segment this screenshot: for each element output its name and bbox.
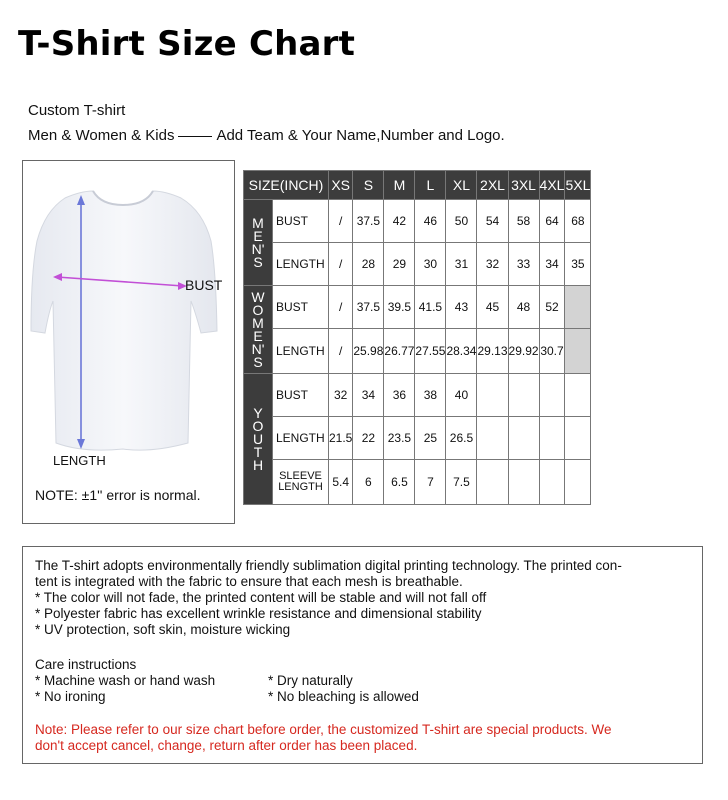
info-line: * UV protection, soft skin, moisture wicking — [35, 622, 291, 637]
header-xs: XS — [329, 171, 353, 200]
measure-label: SLEEVE LENGTH — [273, 460, 329, 505]
table-cell: 50 — [446, 200, 477, 243]
table-cell: 33 — [508, 243, 539, 286]
table-cell: 40 — [446, 374, 477, 417]
table-cell: 34 — [353, 374, 384, 417]
info-line: The T-shirt adopts environmentally friendly sublimation digital printing technology. The printed con- — [35, 558, 622, 573]
table-cell: 37.5 — [353, 200, 384, 243]
header-xl: XL — [446, 171, 477, 200]
tshirt-body — [31, 191, 217, 450]
table-cell: 22 — [353, 417, 384, 460]
group-mens: M E N' S — [244, 200, 273, 286]
header-5xl: 5XL — [565, 171, 591, 200]
table-cell: 37.5 — [353, 286, 384, 329]
table-cell: / — [329, 243, 353, 286]
table-cell: 52 — [539, 286, 565, 329]
table-cell: 25.98 — [353, 329, 384, 374]
table-cell: 35 — [565, 243, 591, 286]
table-cell: 28.34 — [446, 329, 477, 374]
header-l: L — [415, 171, 446, 200]
info-line: tent is integrated with the fabric to ensure that each mesh is breathable. — [35, 574, 463, 589]
table-cell: 48 — [508, 286, 539, 329]
header-m: M — [384, 171, 415, 200]
table-cell: 39.5 — [384, 286, 415, 329]
measure-label: BUST — [273, 374, 329, 417]
table-cell: 21.5 — [329, 417, 353, 460]
table-row — [244, 417, 591, 460]
table-cell-empty — [508, 460, 539, 505]
measure-label: LENGTH — [273, 417, 329, 460]
table-cell-empty — [539, 374, 565, 417]
table-cell: 28 — [353, 243, 384, 286]
group-youth: Y O U T H — [244, 374, 273, 505]
info-line: * The color will not fade, the printed content will be stable and will not fall off — [35, 590, 487, 605]
table-cell: 41.5 — [415, 286, 446, 329]
table-cell: 36 — [384, 374, 415, 417]
table-cell: 26.5 — [446, 417, 477, 460]
error-note: NOTE: ±1'' error is normal. — [35, 487, 201, 503]
tshirt-illustration — [23, 161, 236, 525]
table-cell: 46 — [415, 200, 446, 243]
table-cell-empty — [539, 460, 565, 505]
table-cell: / — [329, 329, 353, 374]
table-cell: 32 — [329, 374, 353, 417]
care-title: Care instructions — [35, 657, 137, 672]
table-cell-empty — [508, 417, 539, 460]
table-cell: 27.55 — [415, 329, 446, 374]
header-2xl: 2XL — [477, 171, 508, 200]
table-cell-empty — [565, 286, 591, 329]
table-cell: 23.5 — [384, 417, 415, 460]
table-cell-empty — [565, 417, 591, 460]
care-item: * Machine wash or hand wash — [35, 673, 216, 688]
header-size: SIZE(INCH) — [244, 171, 329, 200]
table-cell-empty — [508, 374, 539, 417]
info-line: * Polyester fabric has excellent wrinkle resistance and dimensional stability — [35, 606, 482, 621]
care-item: * No bleaching is allowed — [268, 689, 419, 704]
table-cell: 30 — [415, 243, 446, 286]
header-s: S — [353, 171, 384, 200]
measure-label: LENGTH — [273, 329, 329, 374]
table-cell: 34 — [539, 243, 565, 286]
table-row — [244, 200, 591, 243]
care-item: * Dry naturally — [268, 673, 353, 688]
subtitle-audience — [28, 127, 505, 144]
table-cell: 29 — [384, 243, 415, 286]
table-cell: 6 — [353, 460, 384, 505]
table-cell-empty — [477, 460, 508, 505]
bust-label: BUST — [185, 277, 223, 293]
subtitle-custom: Custom T-shirt — [28, 102, 126, 119]
table-cell: 26.77 — [384, 329, 415, 374]
info-box — [22, 546, 703, 764]
table-cell: 64 — [539, 200, 565, 243]
subtitle-audience-left: Men & Women & Kids — [28, 127, 175, 144]
table-cell-empty — [565, 374, 591, 417]
table-cell-empty — [477, 417, 508, 460]
table-cell: / — [329, 200, 353, 243]
table-cell: 6.5 — [384, 460, 415, 505]
measure-label: LENGTH — [273, 243, 329, 286]
group-womens: W O M E N' S — [244, 286, 273, 374]
table-cell: 45 — [477, 286, 508, 329]
table-cell: / — [329, 286, 353, 329]
size-table — [243, 170, 591, 505]
table-cell: 42 — [384, 200, 415, 243]
table-cell: 58 — [508, 200, 539, 243]
care-item: * No ironing — [35, 689, 106, 704]
measure-label: BUST — [273, 286, 329, 329]
header-3xl: 3XL — [508, 171, 539, 200]
order-note: Note: Please refer to our size chart before order, the customized T-shirt are special products. We — [35, 722, 612, 737]
table-cell: 43 — [446, 286, 477, 329]
table-cell: 29.92 — [508, 329, 539, 374]
page-title: T-Shirt Size Chart — [18, 24, 356, 64]
table-cell: 29.13 — [477, 329, 508, 374]
table-row — [244, 286, 591, 329]
table-cell: 30.7 — [539, 329, 565, 374]
table-row — [244, 374, 591, 417]
table-cell-empty — [539, 417, 565, 460]
table-cell: 54 — [477, 200, 508, 243]
table-cell: 38 — [415, 374, 446, 417]
table-cell: 68 — [565, 200, 591, 243]
table-cell-empty — [477, 374, 508, 417]
table-cell: 31 — [446, 243, 477, 286]
order-note: don't accept cancel, change, return after order has been placed. — [35, 738, 418, 753]
dash-divider — [178, 136, 212, 137]
table-cell: 25 — [415, 417, 446, 460]
table-row — [244, 460, 591, 505]
table-cell: 7.5 — [446, 460, 477, 505]
table-cell-empty — [565, 329, 591, 374]
length-label: LENGTH — [53, 453, 106, 468]
tshirt-diagram — [22, 160, 235, 524]
table-cell-empty — [565, 460, 591, 505]
header-4xl: 4XL — [539, 171, 565, 200]
table-cell: 7 — [415, 460, 446, 505]
subtitle-audience-right: Add Team & Your Name,Number and Logo. — [216, 127, 505, 144]
table-cell: 32 — [477, 243, 508, 286]
table-row — [244, 329, 591, 374]
table-cell: 5.4 — [329, 460, 353, 505]
header-row — [244, 171, 591, 200]
measure-label: BUST — [273, 200, 329, 243]
table-row — [244, 243, 591, 286]
